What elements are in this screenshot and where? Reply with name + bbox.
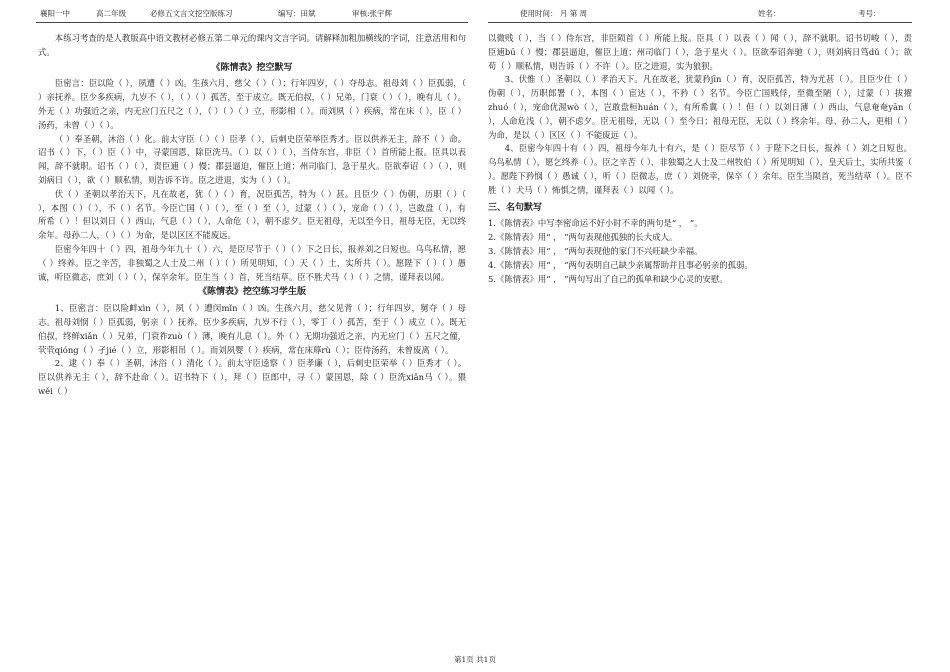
passage-para-4: 臣密今年四十（ ）四，祖母今年九十（ ）六，是臣尽节于（ ）（ ）下之日长，报养刘之日短也。乌鸟私情，愿（ ）终养。臣之辛苦，非独蜀之人士及二州（ ）（ ）所见明知，（ ）天（ ）土，实所共（ ）。愿陛下（ ）（ ）愚诚，听臣微志，庶刘（ ）（ ），保卒余年。臣生当（ ）首，死当结草。臣不胜犬马（ ）（ ）之情，谨拜表以闻。 <box>38 243 466 282</box>
student-para-2: 2、逮（ ）奉（ ）圣朝，沐浴（ ）清化（ ）。前太守臣逵察（ ）臣孝廉（ ），后刺史臣荣举（ ）臣秀才（ ）。臣以供养无主（ ），辞不赴命（ ）。诏书特下（ ），拜（ ）臣郎中，寻（ ）蒙国恩，除（ ）臣洗xiǎn马（ ）。猥wěi（ ） <box>38 358 466 396</box>
passage-para-2: （ ）奉圣朝，沐浴（ ）化。前太守臣（ ）（ ）臣孝（ ），后刺史臣荣举臣秀才。臣以供养无主，辞不（ ）命。诏书（ ）下，（ ）臣（ ）中，寻蒙国恩，除臣洗马。（ ）以（ ）（ ），当侍东宫，非臣（ ）首所能上报。臣具以表闻，辞不就职。诏书（ ）（ ），责臣逋（ ）慢；郡县逼迫，催臣上道；州司临门，急于星火。臣欲奉诏（ ）（ ），则刘病日（ ），欲（ ）顺私情，则告诉不许。臣之进退，实为（ ）（ ）。 <box>38 133 466 185</box>
student-para-4: 4、臣密今年四十有（ ）四，祖母今年九十有六，是（ ）臣尽节（ ）于陛下之日长，报养（ ）刘之日短也。乌鸟私情（ ），愿乞终养（ ）。臣之辛苦（ ），非独蜀之人士及二州牧伯（ ）所见明知（ ），皇天后土，实所共鉴（ ）。愿陛下矜悯（ ）愚诚（ ），听（ ）臣微志，庶（ ）刘侥幸，保卒（ ）余年。臣生当陨首，死当结草（ ）。臣不胜（ ）犬马（ ）怖惧之情，谨拜表（ ）以闻（ ）。 <box>488 143 912 195</box>
name-label: 姓名： <box>758 9 781 18</box>
usage-time-label: 使用时间： 月 第 周 <box>520 9 588 18</box>
section-title-student: 《陈情表》挖空练习学生版 <box>197 287 306 298</box>
quote-question-4: 4.《陈情表》用“ ， ”两句表明自己缺少亲属帮助并且事必躬亲的孤弱。 <box>488 259 753 270</box>
reviewer-label: 审核:张宇辉 <box>352 9 393 18</box>
header-rule-left <box>36 22 468 23</box>
quote-question-3: 3.《陈情表》用“ ， ”两句表现他的家门不兴旺缺少幸福。 <box>488 245 703 256</box>
school-name: 襄阳一中 <box>40 9 70 18</box>
student-para-1: 1、臣密言：臣以险衅xìn（ ），夙（ ）遭闵mǐn（ ）凶。生孩六月，慈父见背（ ）；行年四岁，舅夺（ ）母志。祖母刘悯（ ）臣孤弱，躬亲（ ）抚养。臣少多疾病，九岁不行（ ），零丁（ ）孤苦，至于（ ）成立（ ）。既无伯叔，终鲜xiǎn（ ）兄弟，门衰祚zuò（ ）薄，晚有儿息（ ）。外（ ）无期功强近之亲，内无应门（ ）五尺之僮，茕茕qióng（ ）孑jié（ ）立，形影相吊（ ）。而刘夙婴（ ）疾病，常在床蓐rù（ ）；臣侍汤药，未曾废离（ ）。 <box>38 303 466 355</box>
passage-para-3: 伏（ ）圣朝以孝治天下，凡在故老，犹（ ）（ ）育，况臣孤苦，特为（ ）甚。且臣少（ ）伪朝，历职（ ）（ ），本图（ ）（ ），不（ ）名节。今臣亡国（ ）（ ），至（ ）至（ ），过蒙（ ）（ ），宠命（ ）（ ），岂敢盘（ ），有所希（ ）！但以刘日（ ）西山，气息（ ）（ ），人命危（ ），朝不虑夕。臣无祖母，无以至今日，祖母无臣，无以终余年。母孙二人，（ ）（ ）为命，是以区区不能废远。 <box>38 188 466 241</box>
right-column <box>488 32 912 286</box>
section-heading-quotes: 三、名句默写 <box>488 202 543 213</box>
grade-label: 高二年级 <box>96 9 126 18</box>
passage-para-1: 臣密言：臣以险（ ），夙遭（ ）凶。生孩六月，慈父（ ）（ ）；行年四岁，（ ）夺母志。祖母刘（ ）臣孤弱，（ ）亲抚养。臣少多疾病，九岁不（ ），（ ）（ ）孤苦，至于成立。既无伯叔，（ ）兄弟，门衰（ ）（ ），晚有儿（ ）。外无（ ）功强近之亲，内无应门五尺之（ ），（ ）（ ）（ ）立，形影相（ ）。而刘夙（ ）疾病，常在床（ ），臣（ ）汤药，未曾（ ）（ ）。 <box>38 78 466 130</box>
intro-text: 本练习考查的是人教版高中语文教材必修五第二单元的课内文言字词。请解释加粗加横线的字词，注意活用和句式。 <box>38 33 466 57</box>
quote-question-5: 5.《陈情表》用“ ， ”两句写出了自己的孤单和缺少心灵的安慰。 <box>488 273 728 284</box>
page-footer: 第1页 共1页 <box>454 655 496 664</box>
student-para-2-cont: 以微贱（ ），当（ ）侍东宫，非臣陨首（ ）所能上报。臣具（ ）以表（ ）闻（ ），辞不就职。诏书切峻（ ），责臣逋bū（ ）慢；郡县逼迫，催臣上道；州司临门（ ），急于星火（ ）。臣欲奉诏奔驰（ ），则刘病日笃dǔ（ ）；欲苟（ ）顺私情，则告诉（ ）不许（ ）。臣之进退，实为狼狈。 <box>488 33 912 71</box>
section-title-fill: 《陈情表》挖空默写 <box>211 62 293 73</box>
author-label: 编写：田斌 <box>278 9 316 18</box>
subject-label: 必修五文言文挖空版练习 <box>150 9 233 18</box>
header-rule-right <box>488 22 912 23</box>
page-header <box>0 8 950 22</box>
left-column <box>38 32 466 399</box>
quote-question-1: 1.《陈情表》中写李密命运不好小时不幸的两句是“ ， ”。 <box>488 218 703 229</box>
quote-question-2: 2.《陈情表》用“ ， ”两句表现他孤独的长大成人。 <box>488 232 678 243</box>
student-para-3: 3、伏惟（ ）圣朝以（ ）孝治天下。凡在故老，犹蒙矜jīn（ ）育，况臣孤苦，特为尤甚（ ）。且臣少仕（ ）伪朝（ ），历职郎署（ ），本图（ ）宦达（ ），不矜（ ）名节。今臣亡国贱俘，至微至陋（ ），过蒙（ ）拔擢zhuó（ ），宠命优渥wò（ ），岂敢盘桓huán（ ），有所希冀（ ）！但（ ）以刘日薄（ ）西山，气息奄奄yān（ ），人命危浅（ ），朝不虑夕。臣无祖母，无以（ ）至今日；祖母无臣，无以（ ）终余年。母、孙二人，更相（ ）为命，是以（ ）区区（ ）不能废远（ ）。 <box>488 74 912 140</box>
number-label: 考号： <box>858 9 881 18</box>
